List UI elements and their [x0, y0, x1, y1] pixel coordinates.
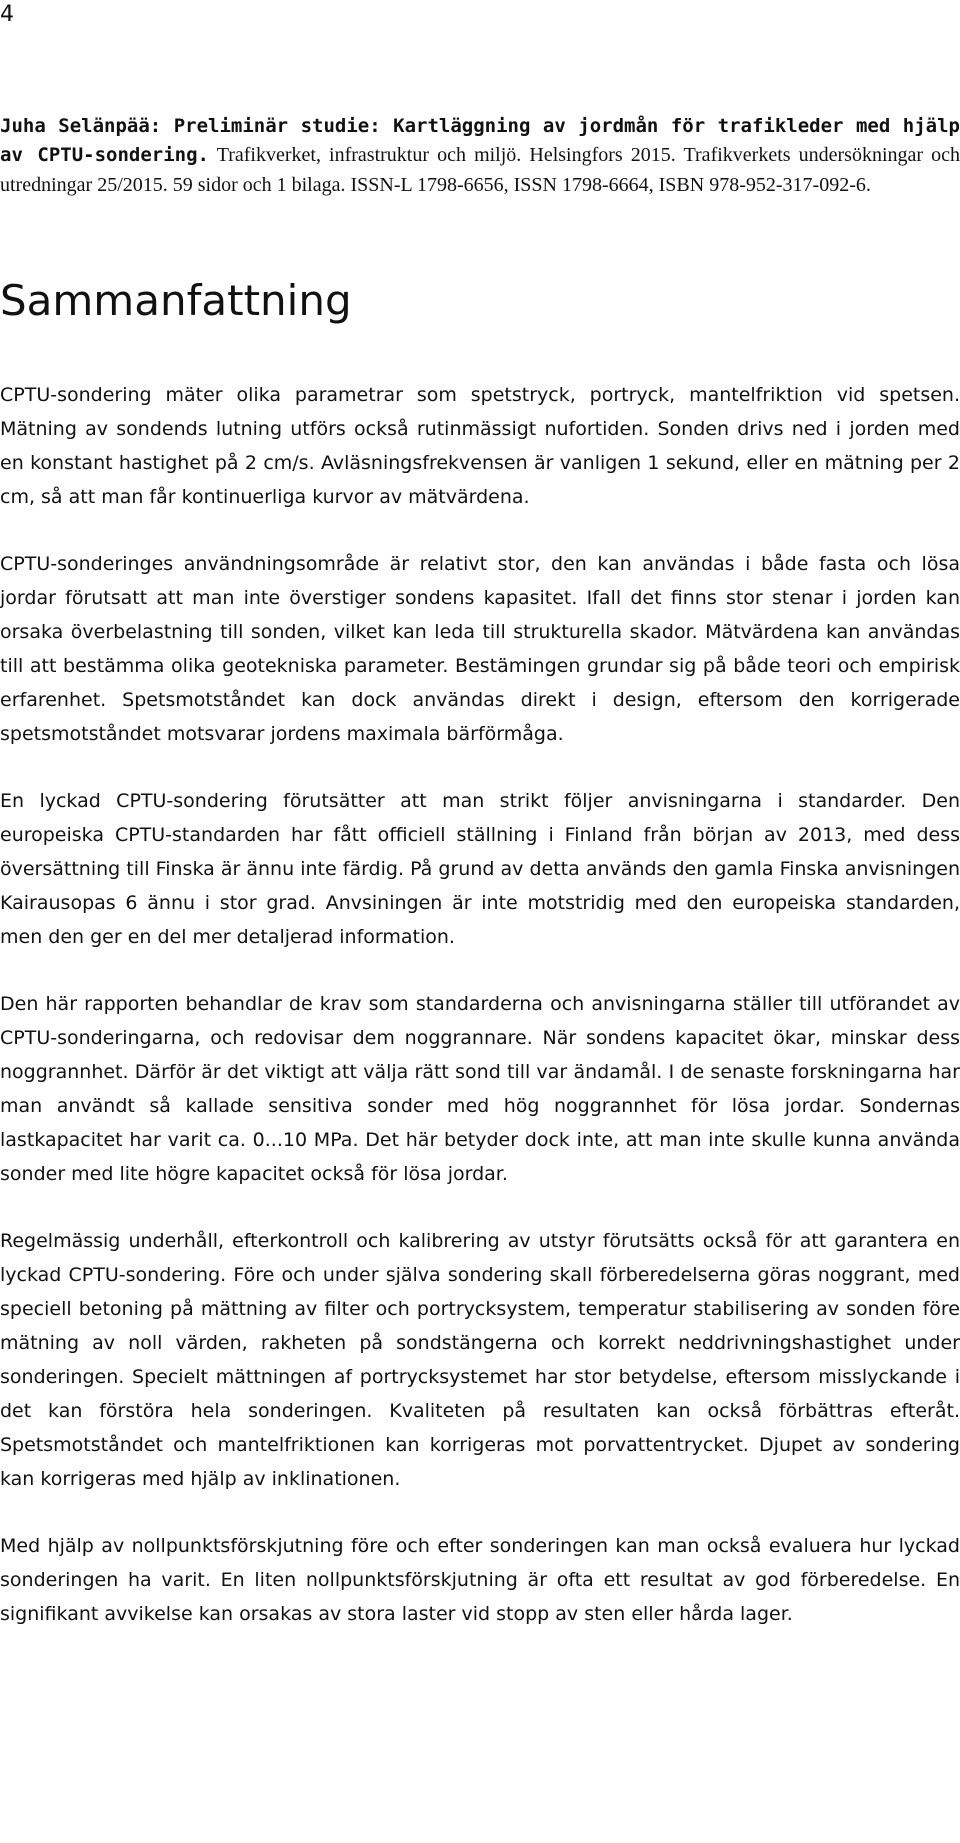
citation-details: Trafikverket, infrastruktur och miljö. Helsingfors 2015. Trafikverkets undersökningar och utredningar 25/2015. 59 sidor och 1 bilaga. ISSN-L 1798-6656, ISSN 1798-6664, ISBN 978-952-317-092-6.: [0, 144, 960, 196]
paragraph-maintenance: Regelmässig underhåll, efterkontroll och kalibrering av utstyr förutsätts också för att garantera en lyckad CPTU-sondering. Före och under själva sondering skall förberedelserna göras noggrant, med speciell betoning på mättning av filter och portrycksystem, temperatur stabilisering av sonden före mätning av noll värden, rakheten på sondstängerna och korrekt neddrivningshastighet under sonderingen. Specielt mättningen af portrycksystemet har stor betydelse, eftersom misslyckande i det kan förstöra hela sonderingen. Kvaliteten på resultaten kan också förbättras efteråt. Spetsmotståndet och mantelfriktionen kan korrigeras mot porvattentrycket. Djupet av sondering kan korrigeras med hjälp av inklinationen.: [0, 1230, 960, 1490]
paragraph-zero-offset: Med hjälp av nollpunktsförskjutning före och efter sonderingen kan man också evaluera hur lyckad sonderingen ha varit. En liten nollpunktsförskjutning är ofta ett resultat av god förberedelse. En signifikant avvikelse kan orsakas av stora laster vid stopp av sten eller hårda lager.: [0, 1535, 960, 1625]
paragraph-standards: En lyckad CPTU-sondering förutsätter att man strikt följer anvisningarna i standarder. Den europeiska CPTU-standarden har fått officiell ställning i Finland från början av 2013, med dess översättning till Finska är ännu inte färdig. På grund av detta används den gamla Finska anvisningen Kairausopas 6 ännu i stor grad. Anvsiningen är inte motstridig med den europeiska standarden, men den ger en del mer detaljerad information.: [0, 790, 960, 948]
paragraph-report-scope: Den här rapporten behandlar de krav som standarderna och anvisningarna ställer till utförandet av CPTU-sonderingarna, och redovisar dem noggrannare. När sondens kapacitet ökar, minskar dess noggrannhet. Därför är det viktigt att välja rätt sond till var ändamål. I de senaste forskningarna har man användt så kallade sensitiva sonder med hög noggrannhet för lösa jordar. Sondernas lastkapacitet har varit ca. 0...10 MPa. Det här betyder dock inte, att man inte skulle kunna använda sonder med lite högre kapacitet också för lösa jordar.: [0, 993, 960, 1185]
paragraph-application-area: CPTU-sonderinges användningsområde är relativt stor, den kan användas i både fasta och lösa jordar förutsatt att man inte överstiger sondens kapasitet. Ifall det finns stor stenar i jorden kan orsaka överbelastning till sonden, vilket kan leda till strukturella skador. Mätvärdena kan användas till att bestämma olika geotekniska parameter. Bestämingen grundar sig på både teori och empirisk erfarenhet. Spetsmotståndet kan dock användas direkt i design, eftersom den korrigerade spetsmotståndet motsvarar jordens maximala bärförmåga.: [0, 553, 960, 745]
page-number: 4: [0, 2, 14, 27]
paragraph-cptu-measurements: CPTU-sondering mäter olika parametrar som spetstryck, portryck, mantelfriktion vid spetsen. Mätning av sondends lutning utförs också rutinmässigt nufortiden. Sonden drivs ned i jorden med en konstant hastighet på 2 cm/s. Avläsningsfrekvensen är vanligen 1 sekund, eller en mätning per 2 cm, så att man får kontinuerliga kurvor av mätvärdena.: [0, 384, 960, 508]
citation-author-title: Juha Selänpää: Preliminär studie: Kartläggning av jordmån för trafikleder med hjälp av CPTU-sondering.: [0, 115, 960, 167]
bibliographic-citation: [0, 112, 960, 200]
summary-body: [0, 378, 960, 1664]
section-heading: Sammanfattning: [0, 276, 352, 325]
